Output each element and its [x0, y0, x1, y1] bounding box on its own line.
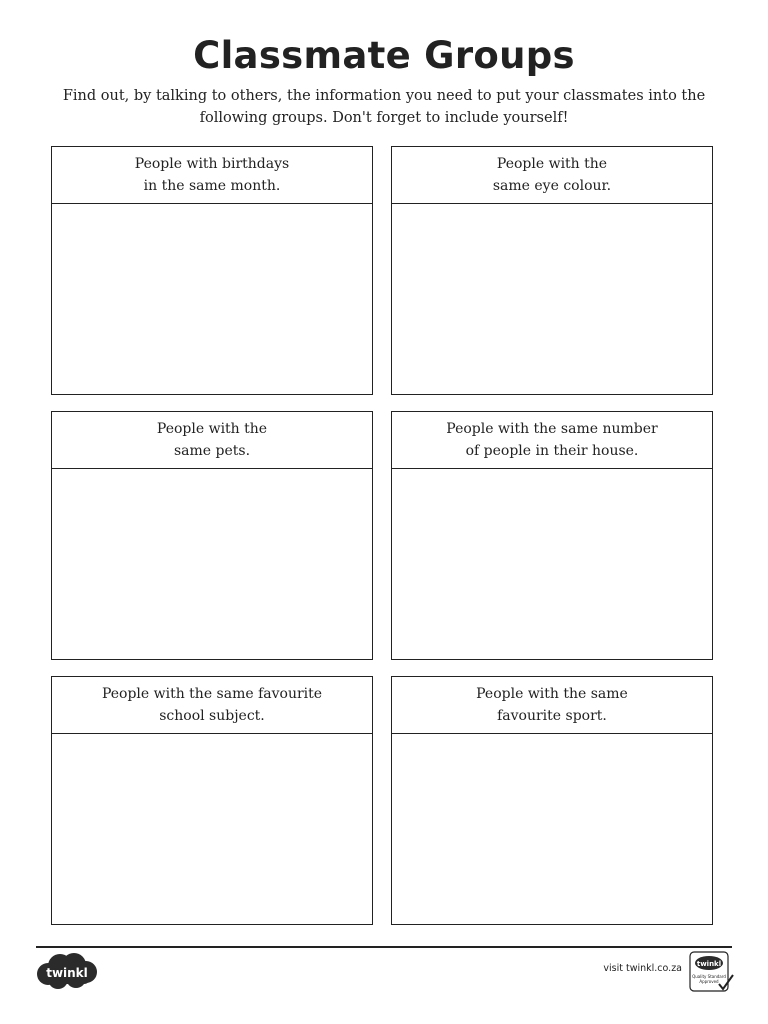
- group-label-line-2: favourite sport.: [497, 708, 607, 724]
- group-writing-area[interactable]: [392, 469, 712, 659]
- group-box-header: [52, 147, 372, 204]
- instructions-line-2: following groups. Don't forget to include yourself!: [199, 110, 569, 126]
- badge-line-1: Quality Standard: [692, 974, 726, 979]
- logo-text: twinkl: [46, 966, 88, 980]
- group-box-school-subject: [51, 676, 373, 925]
- group-box-house-size: [391, 411, 713, 660]
- group-label-line-1: People with the same favourite: [101, 686, 323, 702]
- badge-brand: twinkl: [696, 960, 722, 968]
- group-box-header: [392, 147, 712, 204]
- group-label-line-1: People with the: [156, 421, 268, 437]
- group-box-sport: [391, 676, 713, 925]
- group-label-line-2: same eye colour.: [492, 178, 612, 194]
- group-box-birthdays: [51, 146, 373, 395]
- group-box-header: [392, 412, 712, 469]
- group-label-line-1: People with the same: [476, 686, 628, 702]
- group-box-header: [392, 677, 712, 734]
- group-writing-area[interactable]: [52, 734, 372, 924]
- group-label-line-2: of people in their house.: [465, 443, 639, 459]
- group-box-pets: [51, 411, 373, 660]
- footer-divider: [36, 946, 732, 948]
- group-writing-area[interactable]: [52, 469, 372, 659]
- group-box-eye-colour: [391, 146, 713, 395]
- group-label-line-2: same pets.: [173, 443, 251, 459]
- instructions: [50, 85, 718, 129]
- group-label-line-2: school subject.: [159, 708, 265, 724]
- group-label-line-2: in the same month.: [143, 178, 281, 194]
- page-title: Classmate Groups: [193, 34, 575, 77]
- group-writing-area[interactable]: [392, 734, 712, 924]
- visit-link[interactable]: visit twinkl.co.za: [603, 963, 682, 974]
- group-box-header: [52, 412, 372, 469]
- badge-line-2: Approved: [699, 979, 719, 984]
- twinkl-logo[interactable]: [34, 950, 100, 992]
- instructions-line-1: Find out, by talking to others, the information you need to put your classmates into the: [62, 88, 706, 104]
- quality-badge: [689, 951, 735, 993]
- group-writing-area[interactable]: [52, 204, 372, 394]
- group-box-header: [52, 677, 372, 734]
- group-writing-area[interactable]: [392, 204, 712, 394]
- group-label-line-1: People with the: [496, 156, 608, 172]
- group-label-line-1: People with the same number: [446, 421, 658, 437]
- group-label-line-1: People with birthdays: [134, 156, 290, 172]
